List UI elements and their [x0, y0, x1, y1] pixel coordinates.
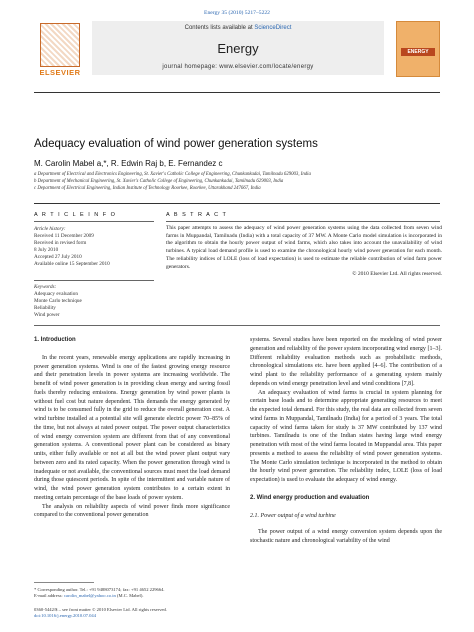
journal-title: Energy [217, 41, 259, 56]
journal-homepage[interactable]: journal homepage: www.elsevier.com/locate/energy [162, 64, 314, 70]
abstract-body [166, 225, 442, 279]
elsevier-logo [34, 21, 86, 79]
history-accepted: Accepted 27 July 2010 [34, 254, 82, 260]
footnote-rule [34, 582, 94, 583]
email-link[interactable]: carolin_mabel@yahoo.co.in [63, 593, 116, 598]
history-label: Article history: [34, 226, 66, 232]
keywords-label: Keywords: [34, 284, 57, 290]
journal-citation[interactable]: Energy 35 (2010) 5217–5222 [204, 10, 270, 16]
history-online: Available online 15 September 2010 [34, 261, 110, 267]
body-rule [34, 325, 440, 326]
journal-cover [396, 21, 440, 77]
affiliation-a: a Department of Electrical and Electronics Engineering, St. Xavier's Catholic College of Engineering, Chunkankadai, Tamilnadu 629003, India [34, 172, 311, 177]
section-2-heading: 2. Wind energy production and evaluation [250, 494, 370, 501]
intro-continued-2: An adequacy evaluation of wind farms is crucial in system planning for certain base loads and to determine appropriate generating resources to meet the expected total demand. For this study, the real data are collected from seven wind farms in Muppandal, Tamilnadu (India) for a period of 3 years. The total capacity of wind farms taken for study is 37 MW contributed by 137 wind turbines. Tamilnadu is one of the Indian states having large wind energy penetration with most of the wind farms located in Muppandal area. This paper presents a method to assess the reliability of wind power generation systems. The Monte Carlo simulation technique is incorporated in the method to obtain the hourly wind power generation. The reliability index, LOLE (loss of load expectation) is used to evaluate the adequacy of wind energy. [250, 389, 442, 483]
contents-prefix: Contents lists available at [184, 25, 255, 31]
article-info-heading: A R T I C L E I N F O [34, 212, 117, 218]
section-2-1-heading: 2.1. Power output of a wind turbine [250, 512, 336, 519]
abstract-heading: A B S T R A C T [166, 212, 228, 218]
masthead [92, 21, 384, 75]
keyword-item: Monte Carlo technique [34, 298, 82, 304]
history-revised: Received in revised form [34, 240, 87, 246]
sciencedirect-link[interactable]: ScienceDirect [254, 25, 292, 31]
history-revised-date: 8 July 2010 [34, 247, 59, 253]
journal-header [34, 21, 440, 83]
page-footer [34, 607, 167, 619]
intro-paragraph-1: In the recent years, renewable energy applications are rapidly increasing in power generation systems. Wind is one of the fastest growing energy resource and their penetration levels in power systems are increasing worldwide. The benefit of wind power generation is in providing clean energy and saving fossil fuels thereby reducing emissions. Energy generation by wind power plants is without fuel cost but nature dependent. This demands the energy generated by wind is to be consumed fully in the grid to reduce the overall generation cost. A wind turbine installed at a potential site will generate electric power 70–85% of the time, but not always at rated power output. The power output characteristics of wind energy conversion system are different from that of any conventional generation systems. A conventional power plant can be considered as binary units, either fully available or not at all but the wind power plant output vary between zero and its rated capacity. When the power generation through wind is inadequate or not available, the conventional sources must meet the load demand during those quiescent periods. In spite of the intermittent and variable nature of wind, the wind power generation system contributes to a certain extent in meeting certain percentage of the base loads of power system. [34, 354, 230, 501]
issn-line: 0360-5442/$ – see front matter © 2010 Elsevier Ltd. All rights reserved. [34, 607, 167, 612]
section-gap [250, 485, 442, 494]
email-label: E-mail address: [34, 593, 64, 598]
keyword-item: Reliability [34, 305, 56, 311]
email-line [34, 593, 234, 599]
abstract-text: This paper attempts to assess the adequacy of wind power generation systems using the data collected from seven wind farms in Muppandal, Tamilnadu (India) with a total capacity of 37 MW. A Monte Carlo model simulation is incorporated in the algorithm to obtain the hourly power output of wind farms, which also takes into account the unavailability of wind turbines. A typical load demand profile is used to examine the chronological hourly wind power generation for each month. The reliability indices of LOLE (loss of load expectation) is used to estimate the reliable contribution of wind farm power generators. [166, 225, 442, 270]
left-column [34, 336, 230, 520]
article-info-rule [34, 221, 154, 222]
article-authors: M. Carolin Mabel a,*, R. Edwin Raj b, E. Fernandez c [34, 159, 223, 168]
keyword-item: Adequacy evaluation [34, 291, 78, 297]
intro-paragraph-2: The analysis on reliability aspects of wind power finds more significance compared to the conventional power generation [34, 503, 230, 519]
elsevier-tree-icon [40, 23, 80, 67]
email-suffix: (M.C. Mabel). [115, 593, 144, 598]
history-received: Received 11 December 2009 [34, 233, 94, 239]
article-title: Adequacy evaluation of wind power generation systems [34, 138, 318, 150]
affiliation-b: b Department of Mechanical Engineering, St. Xavier's Catholic College of Engineering, Chunkankadai, Tamilnadu 629003, India [34, 179, 284, 184]
cover-label: ENERGY [401, 48, 435, 56]
footnote [34, 587, 234, 599]
right-column [250, 336, 442, 546]
corresponding-author: * Corresponding author. Tel.: +91 9488073174; fax: +91 4652 229664. [34, 587, 165, 592]
keywords-rule [34, 280, 154, 281]
header-rule [34, 92, 440, 93]
section-1-heading: 1. Introduction [34, 337, 76, 343]
elsevier-wordmark: ELSEVIER [39, 68, 81, 77]
contents-line [92, 25, 384, 31]
doi-link[interactable]: doi:10.1016/j.energy.2010.07.044 [34, 613, 97, 618]
keyword-item: Wind power [34, 312, 60, 318]
affiliation-c: c Department of Electrical Engineering, Indian Institute of Technology Roorkee, Roorkee, Uttarakhand 247667, India [34, 186, 261, 191]
abstract-rule [166, 221, 440, 222]
abstract-copyright: © 2010 Elsevier Ltd. All rights reserved. [352, 271, 442, 278]
affiliation-rule [34, 203, 440, 204]
intro-continued-1: systems. Several studies have been reported on the modeling of wind power generation and reliability of the power system incorporating wind energy [1–3]. Different reliability evaluation methods such as probabilistic methods, chronological simulations etc. have been applied [4–6]. The contribution of a wind plant to the reliability performance of a generating system mainly depends on wind energy penetration level and wind conditions [7,8]. [250, 337, 442, 387]
section-2-1-paragraph: The power output of a wind energy conversion system depends upon the stochastic nature and chronological variability of the wind [250, 529, 442, 544]
